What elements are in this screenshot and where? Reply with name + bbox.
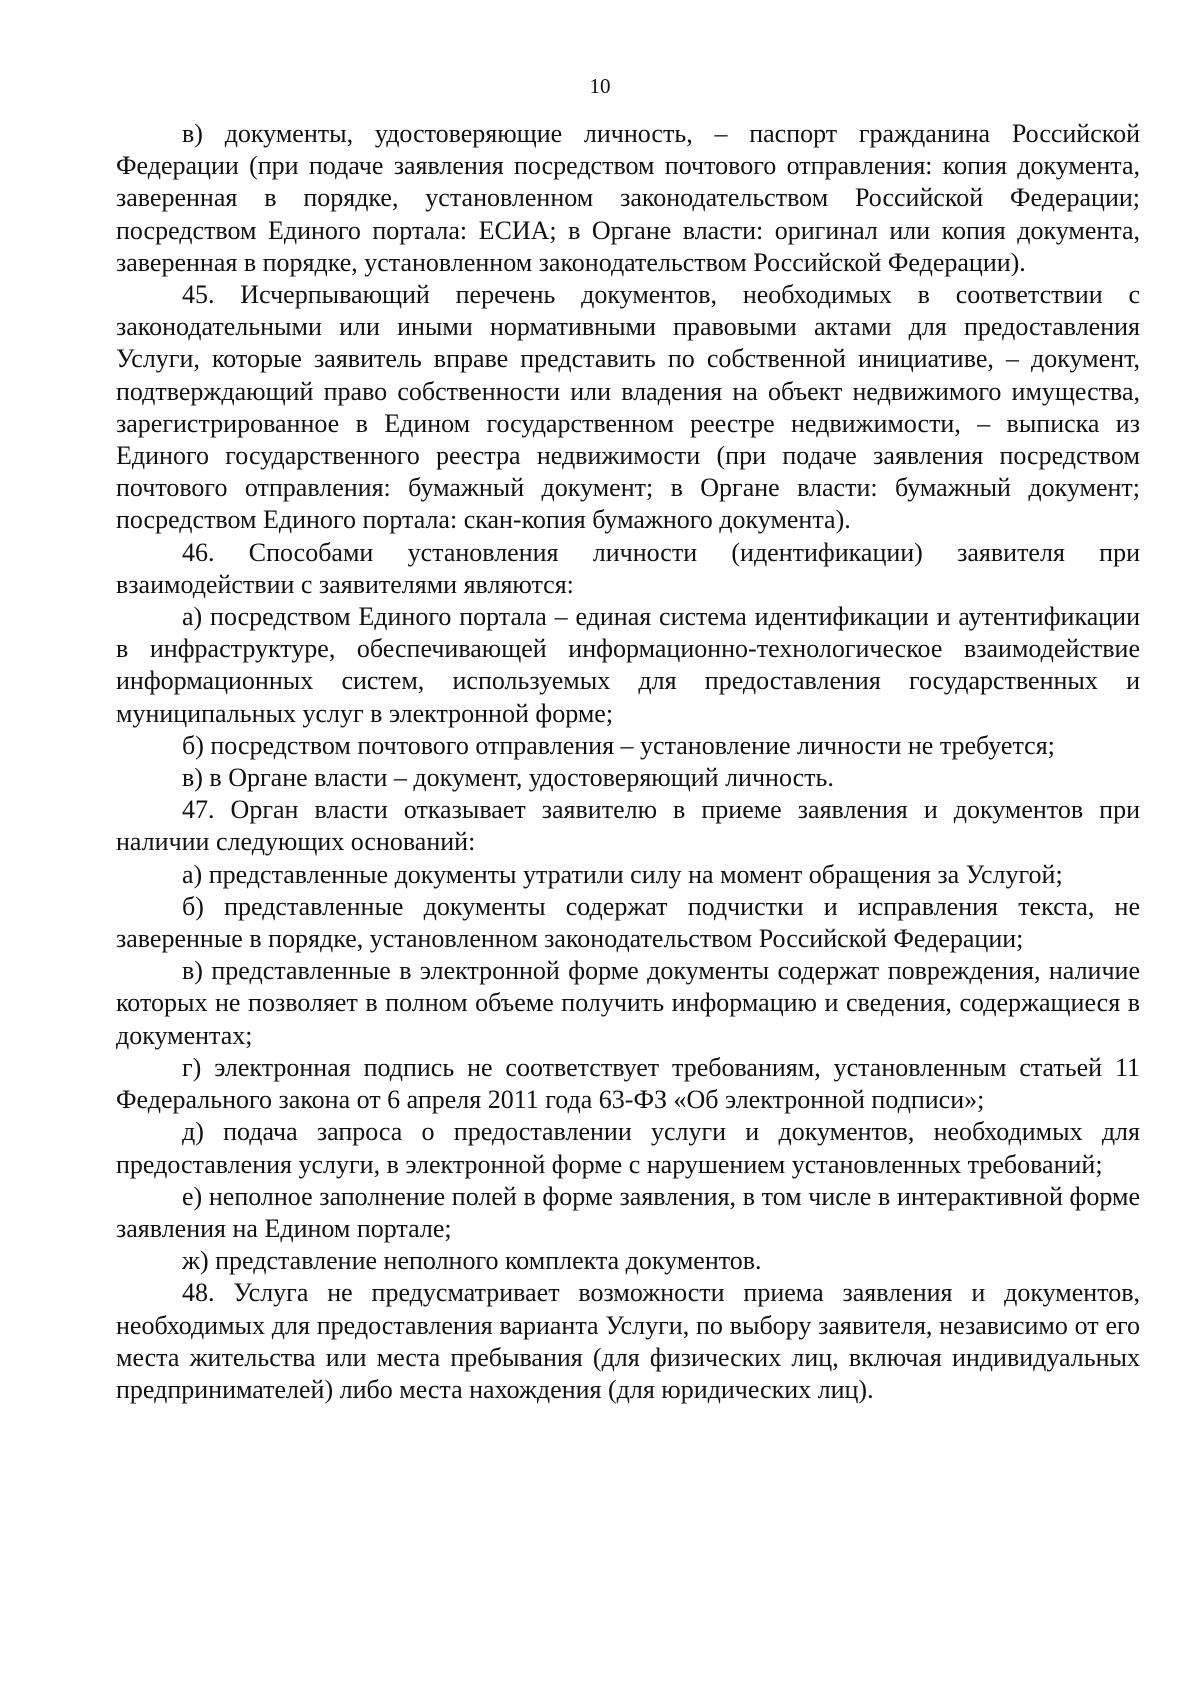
paragraph-48-extraterritorial: 48. Услуга не предусматривает возможности приема заявления и документов, необходимых для предоставления варианта Услуги, по выбору заявителя, независимо от его места жительства или места пребывания (для физических лиц, включая индивидуальных предпринимателей) либо места нахождения (для юридических лиц). [116,1278,1140,1404]
paragraph-46a-unified-portal: а) посредством Единого портала – единая система идентификации и аутентификации в инфраструктуре, обеспечивающей информационно-технологическое взаимодействие информационных систем, используемых для предоставления государственных и муниципальных услуг в электронной форме; [116,602,1140,728]
paragraph-46-identification-methods: 46. Способами установления личности (идентификации) заявителя при взаимодействии с заявителями являются: [116,537,1140,599]
paragraph-47-refusal-grounds: 47. Орган власти отказывает заявителю в приеме заявления и документов при наличии следующих оснований: [116,795,1140,857]
document-body [116,118,1140,1406]
paragraph-47zh-incomplete-set: ж) представление неполного комплекта документов. [182,1246,762,1276]
paragraph-44v-identity-documents: в) документы, удостоверяющие личность, – паспорт гражданина Российской Федерации (при подаче заявления посредством почтового отправления: копия документа, заверенная в порядке, установленном законодательством Российской Федерации; посредством Единого портала: ЕСИА; в Органе власти: оригинал или копия документа, заверенная в порядке, установленном законодательством Российской Федерации). [116,119,1140,277]
page-number: 10 [589,74,611,98]
paragraph-47g-signature: г) электронная подпись не соответствует требованиям, установленным статьей 11 Федерального закона от 6 апреля 2011 года 63-ФЗ «Об электронной подписи»; [116,1052,1140,1115]
paragraph-45-documents-list: 45. Исчерпывающий перечень документов, необходимых в соответствии с законодательными или иными нормативными правовыми актами для предоставления Услуги, которые заявитель вправе представить по собственной инициативе, – документ, подтверждающий право собственности или владения на объект недвижимого имущества, зарегистрированное в Едином государственном реестре недвижимости, – выписка из Единого государственного реестра недвижимости (при подаче заявления посредством почтового отправления: бумажный документ; в Органе власти: бумажный документ; посредством Единого портала: скан-копия бумажного документа). [116,280,1140,535]
paragraph-47d-request-violation: д) подача запроса о предоставлении услуги и документов, необходимых для предоставления услуги, в электронной форме с нарушением установленных требований; [116,1117,1140,1179]
paragraph-47a-expired: а) представленные документы утратили силу на момент обращения за Услугой; [182,859,1063,889]
paragraph-47v-damaged: в) представленные в электронной форме документы содержат повреждения, наличие которых не позволяет в полном объеме получить информацию и сведения, содержащиеся в документах; [116,956,1140,1050]
paragraph-46b-postal: б) посредством почтового отправления – установление личности не требуется; [182,730,1055,760]
paragraph-47b-corrections: б) представленные документы содержат подчистки и исправления текста, не заверенные в порядке, установленном законодательством Российской Федерации; [116,891,1140,954]
paragraph-46v-authority: в) в Органе власти – документ, удостоверяющий личность. [182,763,834,793]
paragraph-47e-incomplete-fields: е) неполное заполнение полей в форме заявления, в том числе в интерактивной форме заявления на Едином портале; [116,1181,1140,1243]
